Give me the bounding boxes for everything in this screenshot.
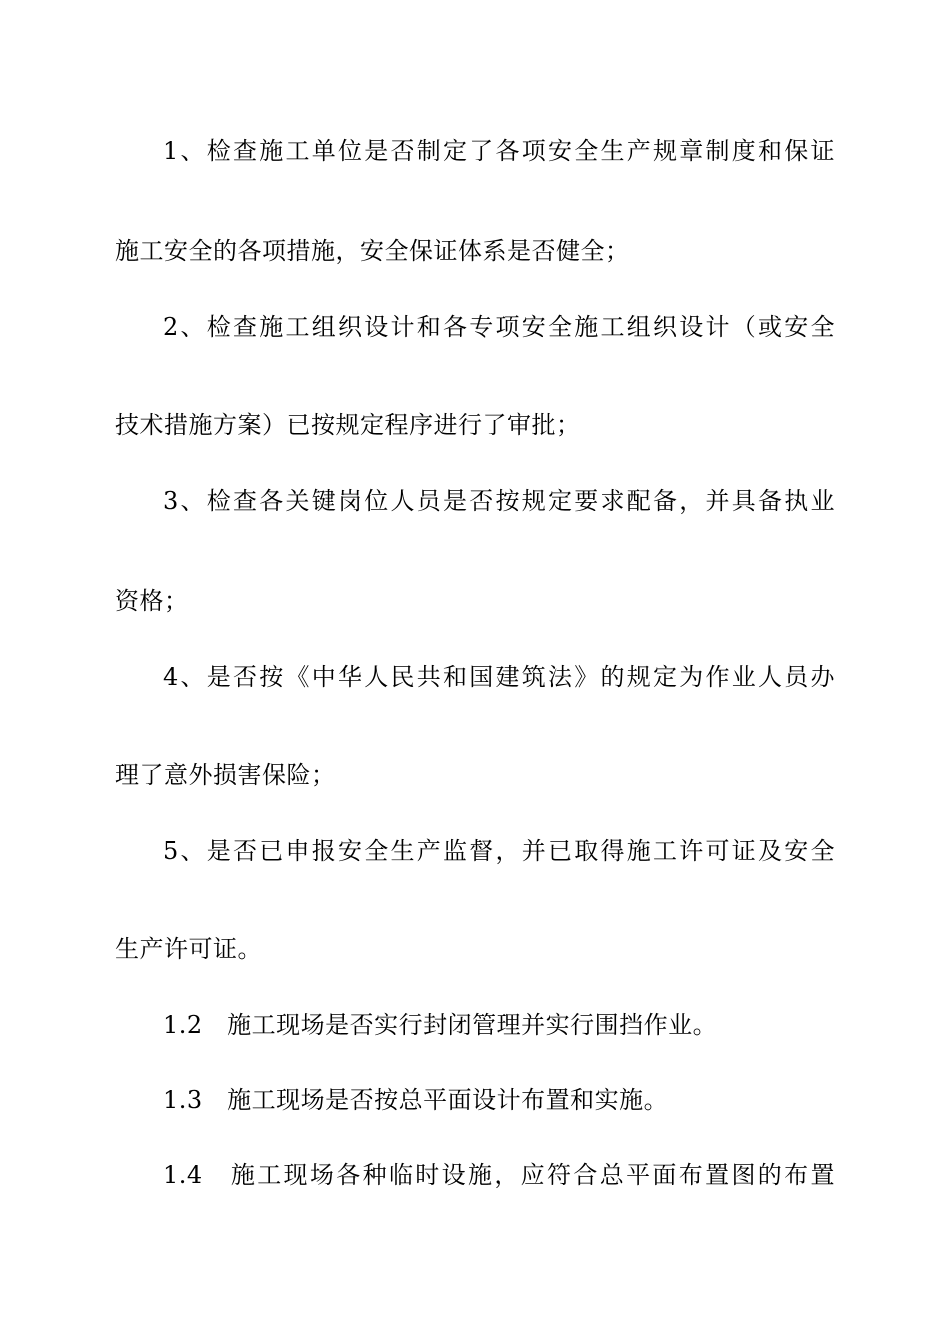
item-2-line-1: 2、检查施工组织设计和各专项安全施工组织设计（或安全 [163, 313, 835, 341]
item-1-line-1: 1、检查施工单位是否制定了各项安全生产规章制度和保证 [163, 137, 835, 165]
item-5-line-1: 5、是否已申报安全生产监督，并已取得施工许可证及安全 [163, 837, 835, 865]
section-1-2: 1.2 施工现场是否实行封闭管理并实行围挡作业。 [163, 1011, 718, 1039]
item-2-line-2: 技术措施方案）已按规定程序进行了审批； [115, 411, 581, 439]
section-1-3: 1.3 施工现场是否按总平面设计布置和实施。 [163, 1086, 669, 1114]
item-3-line-2: 资格； [115, 587, 189, 615]
item-4-line-2: 理了意外损害保险； [115, 761, 336, 789]
item-3-line-1: 3、检查各关键岗位人员是否按规定要求配备，并具备执业 [163, 487, 835, 515]
item-5-line-2: 生产许可证。 [115, 935, 262, 963]
item-1-line-2: 施工安全的各项措施，安全保证体系是否健全； [115, 237, 630, 265]
section-1-4: 1.4 施工现场各种临时设施，应符合总平面布置图的布置 [163, 1161, 835, 1189]
item-4-line-1: 4、是否按《中华人民共和国建筑法》的规定为作业人员办 [163, 663, 835, 691]
